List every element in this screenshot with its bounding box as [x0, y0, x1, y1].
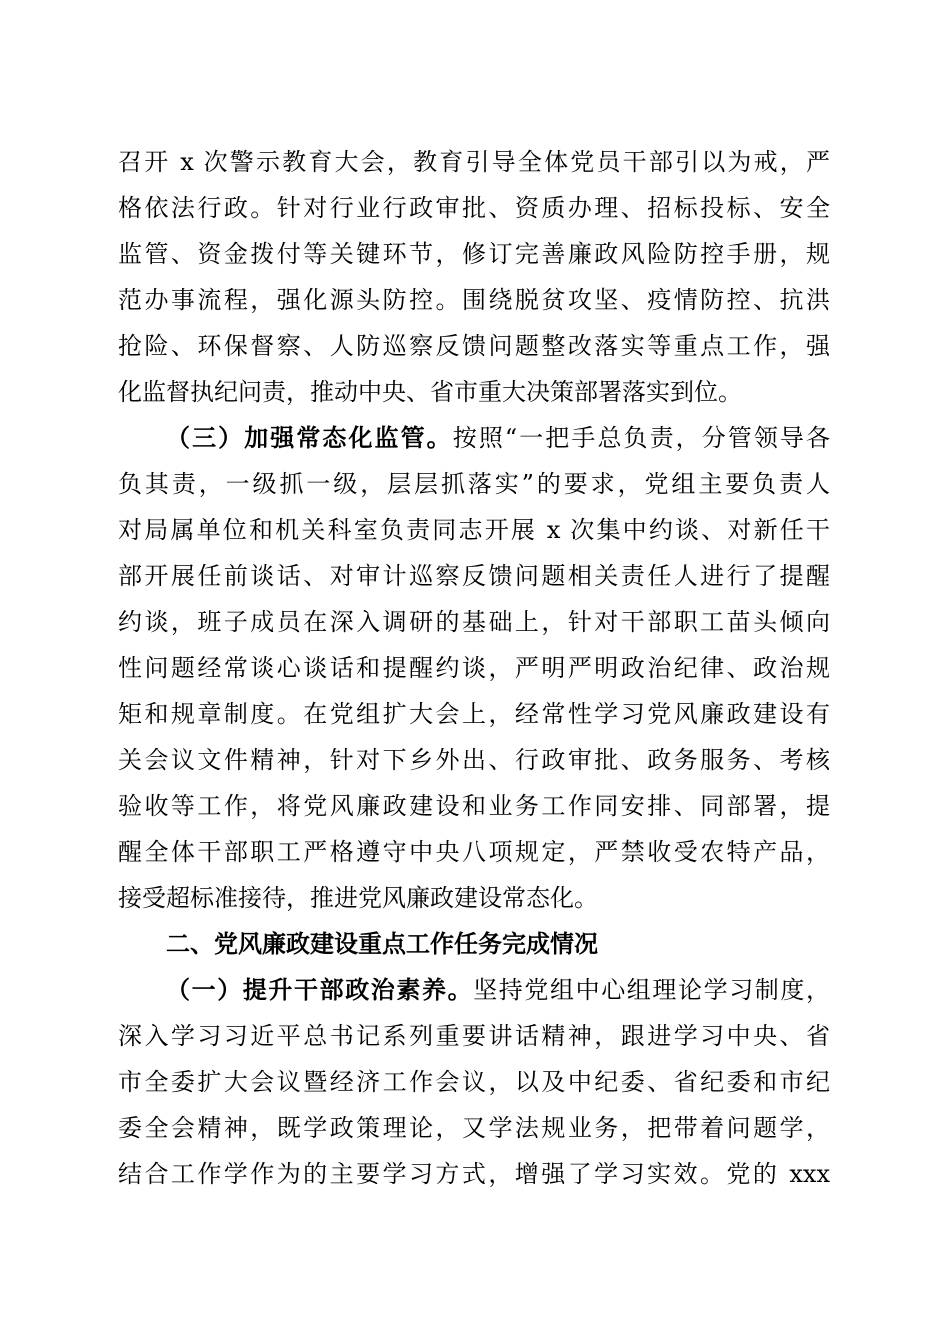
paragraph-2-line: 对局属单位和机关科室负责同志开展 x 次集中约谈、对新任干	[118, 516, 830, 544]
paragraph-2-line: 约谈，班子成员在深入调研的基础上，针对干部职工苗头倾向	[118, 608, 830, 636]
paragraph-1-line: 范办事流程，强化源头防控。围绕脱贫攻坚、疫情防控、抗洪	[118, 286, 830, 314]
paragraph-3-line: 结合工作学作为的主要学习方式，增强了学习实效。党的 xxx	[118, 1160, 830, 1188]
paragraph-2-line: 关会议文件精神，针对下乡外出、行政审批、政务服务、考核	[118, 746, 830, 774]
paragraph-2-line: 验收等工作，将党风廉政建设和业务工作同安排、同部署，提	[118, 792, 830, 820]
paragraph-3-line: 市全委扩大会议暨经济工作会议，以及中纪委、省纪委和市纪	[118, 1068, 830, 1096]
paragraph-3-first-line	[166, 968, 830, 1012]
paragraph-1-line: 召开 x 次警示教育大会，教育引导全体党员干部引以为戒，严	[118, 148, 830, 176]
paragraph-3-line: 委全会精神，既学政策理论，又学法规业务，把带着问题学，	[118, 1114, 830, 1142]
paragraph-2-first-line-text: 按照“一把手总负责，分管领导各	[452, 424, 830, 452]
paragraph-2-line: 部开展任前谈话、对审计巡察反馈问题相关责任人进行了提醒	[118, 562, 830, 590]
paragraph-1-line: 化监督执纪问责，推动中央、省市重大决策部署落实到位。	[118, 378, 742, 406]
paragraph-3-first-line-text: 坚持党组中心组理论学习制度，	[473, 976, 831, 1004]
paragraph-2-line: 负其责，一级抓一级，层层抓落实”的要求，党组主要负责人	[118, 470, 830, 498]
paragraph-2-first-line	[166, 416, 830, 460]
paragraph-2-line: 醒全体干部职工严格遵守中央八项规定，严禁收受农特产品，	[118, 838, 830, 866]
paragraph-2-line: 性问题经常谈心谈话和提醒约谈，严明严明政治纪律、政治规	[118, 654, 830, 682]
paragraph-1-line: 格依法行政。针对行业行政审批、资质办理、招标投标、安全	[118, 194, 830, 222]
paragraph-1-line: 抢险、环保督察、人防巡察反馈问题整改落实等重点工作，强	[118, 332, 830, 360]
paragraph-2-line: 矩和规章制度。在党组扩大会上，经常性学习党风廉政建设有	[118, 700, 830, 728]
paragraph-3-line: 深入学习习近平总书记系列重要讲话精神，跟进学习中央、省	[118, 1022, 830, 1050]
paragraph-3-lead: （一）提升干部政治素养。	[166, 976, 474, 1004]
section-heading: 二、党风廉政建设重点工作任务完成情况	[166, 930, 598, 958]
paragraph-2-line: 接受超标准接待，推进党风廉政建设常态化。	[118, 884, 598, 912]
paragraph-1-line: 监管、资金拨付等关键环节，修订完善廉政风险防控手册，规	[118, 240, 830, 268]
paragraph-2-lead: （三）加强常态化监管。	[166, 424, 453, 452]
